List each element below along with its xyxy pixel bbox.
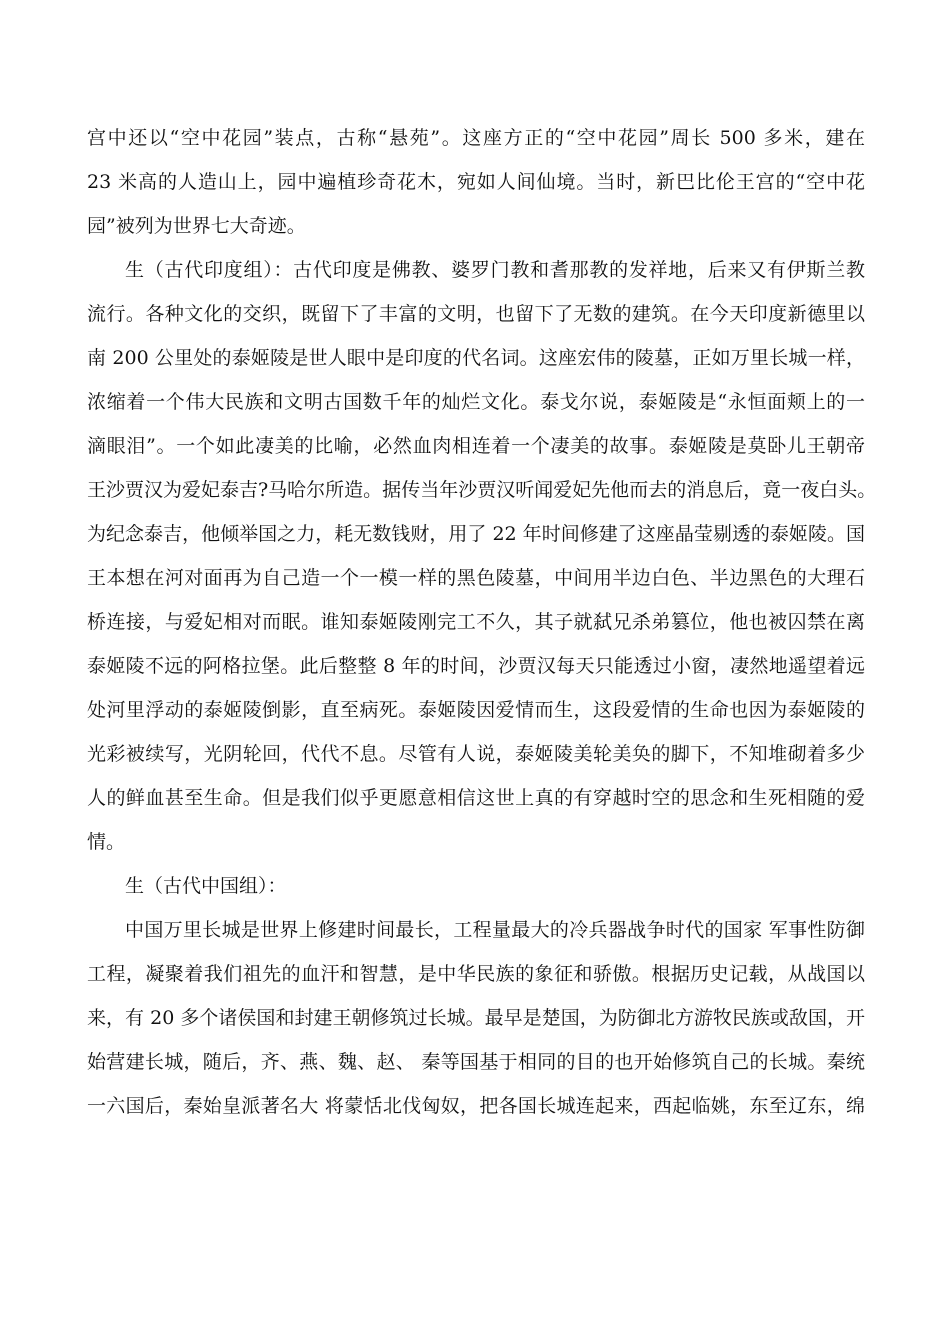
text-line: 流行。各种文化的交织，既留下了丰富的文明，也留下了无数的建筑。在今天印度新德里以 [87, 303, 865, 325]
text-line: 始营建长城，随后，齐、燕、魏、赵、 秦等国基于相同的目的也开始修筑自己的长城。秦统 [87, 1051, 865, 1073]
text-line: 一六国后，秦始皇派著名大 将蒙恬北伐匈奴，把各国长城连起来，西起临姚，东至辽东，绵 [87, 1095, 865, 1117]
document-body [87, 116, 877, 1128]
text-line: 园”被列为世界七大奇迹。 [87, 215, 306, 237]
text-line: 泰姬陵不远的阿格拉堡。此后整整 8 年的时间，沙贾汉每天只能透过小窗，凄然地遥望着远 [87, 655, 865, 677]
text-line: 生（古代中国组）： [125, 875, 287, 897]
text-line: 王本想在河对面再为自己造一个一模一样的黑色陵墓，中间用半边白色、半边黑色的大理石 [87, 567, 865, 589]
text-line: 中国万里长城是世界上修建时间最长，工程量最大的冷兵器战争时代的国家 军事性防御 [125, 919, 865, 941]
text-line: 来，有 20 多个诸侯国和封建王朝修筑过长城。最早是楚国，为防御北方游牧民族或敌国，开 [87, 1007, 865, 1029]
text-line: 桥连接，与爱妃相对而眠。谁知泰姬陵刚完工不久，其子就弑兄杀弟篡位，他也被囚禁在离 [87, 611, 865, 633]
text-line: 处河里浮动的泰姬陵倒影，直至病死。泰姬陵因爱情而生，这段爱情的生命也因为泰姬陵的 [87, 699, 865, 721]
text-line: 浓缩着一个伟大民族和文明古国数千年的灿烂文化。泰戈尔说，泰姬陵是“永恒面颊上的一 [87, 391, 865, 413]
text-line: 宫中还以“空中花园”装点，古称“悬苑”。这座方正的“空中花园”周长 500 多米，建在 [87, 127, 865, 149]
text-line: 滴眼泪”。一个如此凄美的比喻，必然血肉相连着一个凄美的故事。泰姬陵是莫卧儿王朝帝 [87, 435, 865, 457]
text-line: 生（古代印度组）：古代印度是佛教、婆罗门教和耆那教的发祥地，后来又有伊斯兰教 [125, 259, 865, 281]
text-line: 南 200 公里处的泰姬陵是世人眼中是印度的代名词。这座宏伟的陵墓，正如万里长城一样， [87, 347, 865, 369]
text-line: 光彩被续写，光阴轮回，代代不息。尽管有人说，泰姬陵美轮美奂的脚下，不知堆砌着多少 [87, 743, 865, 765]
text-line: 为纪念泰吉，他倾举国之力，耗无数钱财，用了 22 年时间修建了这座晶莹剔透的泰姬陵。国 [87, 523, 865, 545]
text-line: 情。 [87, 831, 126, 853]
text-line: 23 米高的人造山上，园中遍植珍奇花木，宛如人间仙境。当时，新巴比伦王宫的“空中花 [87, 171, 865, 193]
text-line: 人的鲜血甚至生命。但是我们似乎更愿意相信这世上真的有穿越时空的思念和生死相随的爱 [87, 787, 865, 809]
text-line: 王沙贾汉为爱妃泰吉?马哈尔所造。据传当年沙贾汉听闻爱妃先他而去的消息后，竟一夜白头。 [87, 479, 877, 501]
text-line: 工程，凝聚着我们祖先的血汗和智慧，是中华民族的象征和骄傲。根据历史记载，从战国以 [87, 963, 865, 985]
